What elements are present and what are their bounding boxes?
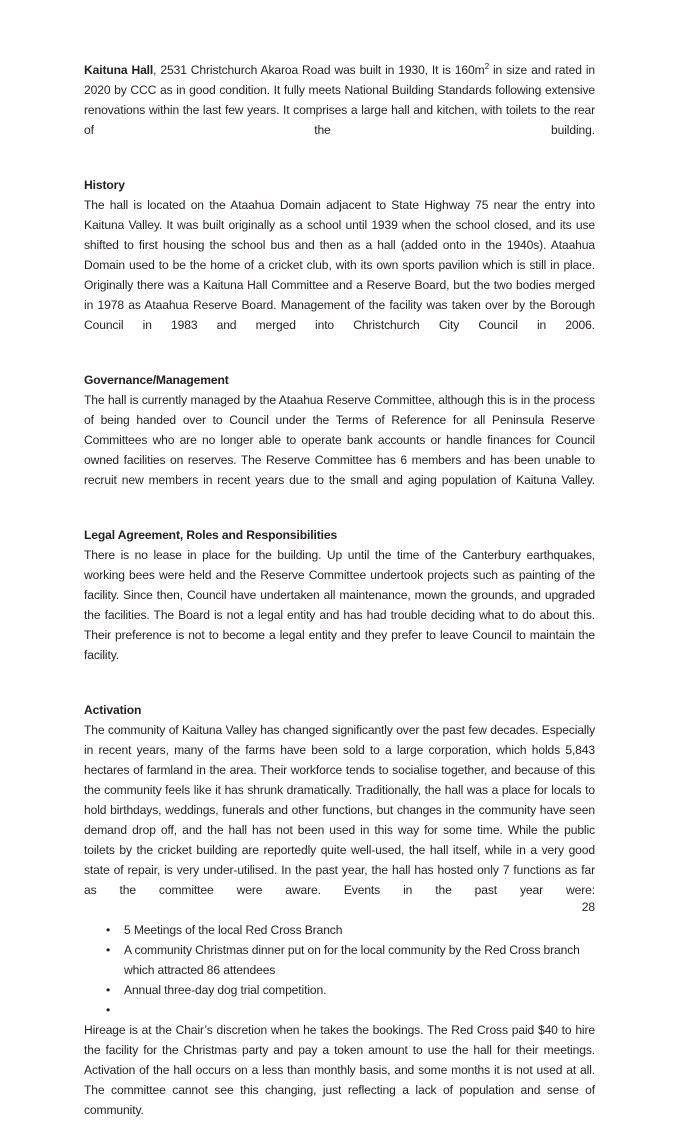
list-item-label: A community Christmas dinner put on for the local community by the Red Cross branch which attracted 86 attendees	[124, 943, 580, 977]
section-spacer	[84, 355, 595, 370]
bullet-icon: •	[106, 983, 111, 997]
hall-name: Kaituna Hall	[84, 63, 154, 77]
list-item	[84, 980, 595, 1000]
list-item-label: 5 Meetings of the local Red Cross Branch	[124, 923, 343, 937]
bullet-icon: •	[106, 1003, 111, 1017]
list-item	[84, 1000, 595, 1020]
bullet-icon: •	[106, 943, 111, 957]
paragraph-legal-agreement: There is no lease in place for the building. Up until the time of the Canterbury earthquakes, working bees were held and the Reserve Committee undertook projects such as painting of the facility. Since then, Council have undertaken all maintenance, mown the grounds, and upgraded the facilities. The Board is not a legal entity and has had trouble deciding what to do about this. Their preference is not to become a legal entity and they prefer to leave Council to maintain the facility.	[84, 548, 595, 662]
heading-activation: Activation	[84, 703, 142, 717]
intro-text-before-superscript: , 2531 Christchurch Akaroa Road was built in 1930, It is 160m	[153, 63, 485, 77]
events-list	[84, 920, 595, 1020]
paragraph-governance-management: The hall is currently managed by the Ataahua Reserve Committee, although this is in the process of being handed over to Council under the Terms of Reference for all Peninsula Reserve Committees who are no longer able to operate bank accounts or handle finances for Council owned facilities on reserves. The Reserve Committee has 6 members and has been unable to recruit new members in recent years due to the small and aging population of Kaituna Valley.	[84, 393, 595, 487]
section-spacer	[84, 685, 595, 700]
section-spacer	[84, 160, 595, 175]
heading-history: History	[84, 178, 125, 192]
page-content	[84, 60, 595, 1140]
list-item-label: Annual three-day dog trial competition.	[124, 983, 327, 997]
page-number: 28	[581, 900, 595, 914]
list-item	[84, 940, 595, 980]
heading-governance-management: Governance/Management	[84, 373, 229, 387]
paragraph-activation-intro: The community of Kaituna Valley has changed significantly over the past few decades. Especially in recent years, many of the farms have been sold to a large corporation, which holds 5,843 hectares of farmland in the area. Their workforce tends to socialise together, and because of this the community feels like it has shrunk dramatically. Traditionally, the hall was a place for locals to hold birthdays, weddings, funerals and other functions, but changes in the community have seen demand drop off, and the hall has not been used in this way for some time. While the public toilets by the cricket building are reportedly quite well-used, the hall itself, while in a very good state of repair, is very under-utilised. In the past year, the hall has hosted only 7 functions as far as the committee were aware. Events in the past year were:	[84, 723, 595, 897]
section-spacer	[84, 510, 595, 525]
area-superscript: 2	[484, 61, 490, 71]
bullet-icon: •	[106, 923, 111, 937]
list-item	[84, 920, 595, 940]
intro-text-after-superscript: in size and rated in 2020 by CCC as in good condition. It fully meets National Building Standards following extensive renovations within the last few years. It comprises a large hall and kitchen, with toilets to the rear of the building.	[84, 63, 595, 137]
paragraph-activation-closing: Hireage is at the Chair’s discretion when he takes the bookings. The Red Cross paid $40 to hire the facility for the Christmas party and pay a token amount to use the hall for their meetings. Activation of the hall occurs on a less than monthly basis, and some months it is not used at all. The committee cannot see this changing, just reflecting a lack of population and sense of community.	[84, 1023, 595, 1117]
intro-paragraph	[84, 60, 595, 160]
paragraph-history: The hall is located on the Ataahua Domain adjacent to State Highway 75 near the entry into Kaituna Valley. It was built originally as a school until 1939 when the school closed, and its use shifted to first housing the school bus and then as a hall (added onto in the 1940s). Ataahua Domain used to be the home of a cricket club, with its own sports pavilion which is still in place. Originally there was a Kaituna Hall Committee and a Reserve Board, but the two bodies merged in 1978 as Ataahua Reserve Board. Management of the facility was taken over by the Borough Council in 1983 and merged into Christchurch City Council in 2006.	[84, 198, 595, 332]
heading-legal-agreement: Legal Agreement, Roles and Responsibilities	[84, 528, 338, 542]
